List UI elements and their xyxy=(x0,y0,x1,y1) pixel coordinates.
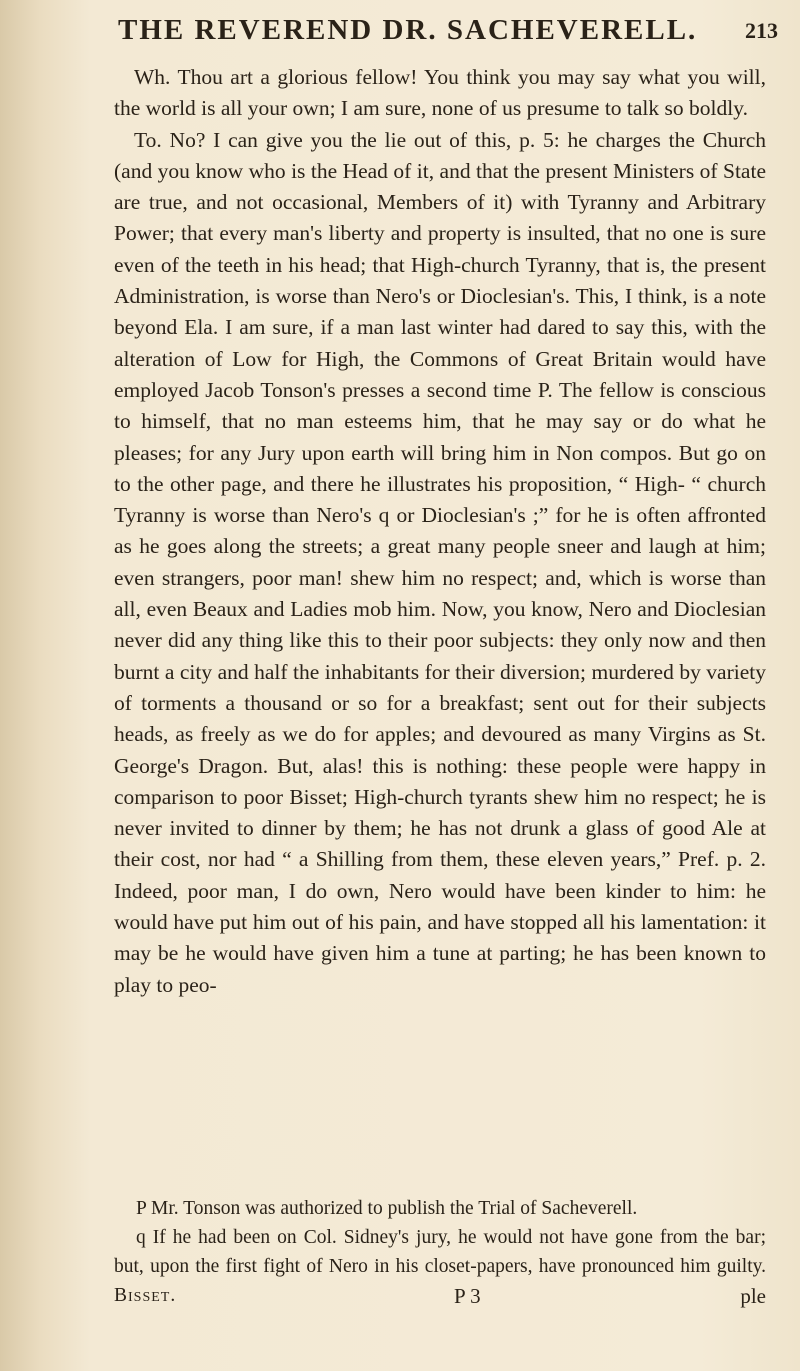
catchword: ple xyxy=(740,1284,766,1308)
paragraph: To. No? I can give you the lie out of this, p. 5: he charges the Church (and you know who is the Head of it, and that the present Ministers of State are true, and not occasional, Members of it) with Tyranny and Arbitrary Power; that every man's liberty and property is insulted, that no one is sure even of the teeth in his head; that High-church Tyranny, that is, the present Administration, is worse than Nero's or Dioclesian's. This, I think, is a note beyond Ela. I am sure, if a man last winter had dared to say this, with the alteration of Low for High, the Commons of Great Britain would have employed Jacob Tonson's presses a second time P. The fellow is conscious to himself, that no man esteems him, that he may say or do what he pleases; for any Jury upon earth will bring him in Non compos. But go on to the other page, and there he illustrates his proposition, “ High- “ church Tyranny is worse than Nero's q or Dioclesian's ;” for he is often affronted as he goes along the streets; a great many people sneer and laugh at him; even strangers, poor man! shew him no respect; and, which is worse than all, even Beaux and Ladies mob him. Now, you know, Nero and Dioclesian never did any thing like this to their poor subjects: they only now and then burnt a city and half the inhabitants for their diversion; murdered by variety of torments a thousand or so for a breakfast; sent out for their subjects heads, as freely as we do for apples; and devoured as many Virgins as St. George's Dragon. But, alas! this is nothing: these people were happy in comparison to poor Bisset; High-church tyrants shew him no respect; he is never invited to dinner by them; he has not drunk a glass of good Ale at their cost, nor had “ a Shilling from them, these eleven years,” Pref. p. 2. Indeed, poor man, I do own, Nero would have been kinder to him: he would have put him out of his pain, and have stopped all his lamentation: it may be he would have given him a tune at parting; he has been known to play to peo- xyxy=(114,127,766,997)
body-text xyxy=(114,62,766,1001)
footnote-signature: Bisset. xyxy=(114,1285,177,1306)
paragraph: Wh. Thou art a glorious fellow! You think you may say what you will, the world is all your own; I am sure, none of us presume to talk so boldly. xyxy=(114,65,766,121)
signature-mark: P 3 xyxy=(454,1284,481,1308)
page-header xyxy=(118,14,778,54)
footnote-text: q If he had been on Col. Sidney's jury, he would not have gone from the bar; but, upon the first fight of Nero in his closet-papers, have pronounced him guilty. xyxy=(114,1227,766,1277)
running-head: THE REVEREND DR. SACHEVERELL. xyxy=(118,14,698,46)
catchline xyxy=(114,1284,766,1314)
footnote: P Mr. Tonson was authorized to publish the Trial of Sacheverell. xyxy=(136,1198,638,1219)
page-number: 213 xyxy=(745,18,778,43)
